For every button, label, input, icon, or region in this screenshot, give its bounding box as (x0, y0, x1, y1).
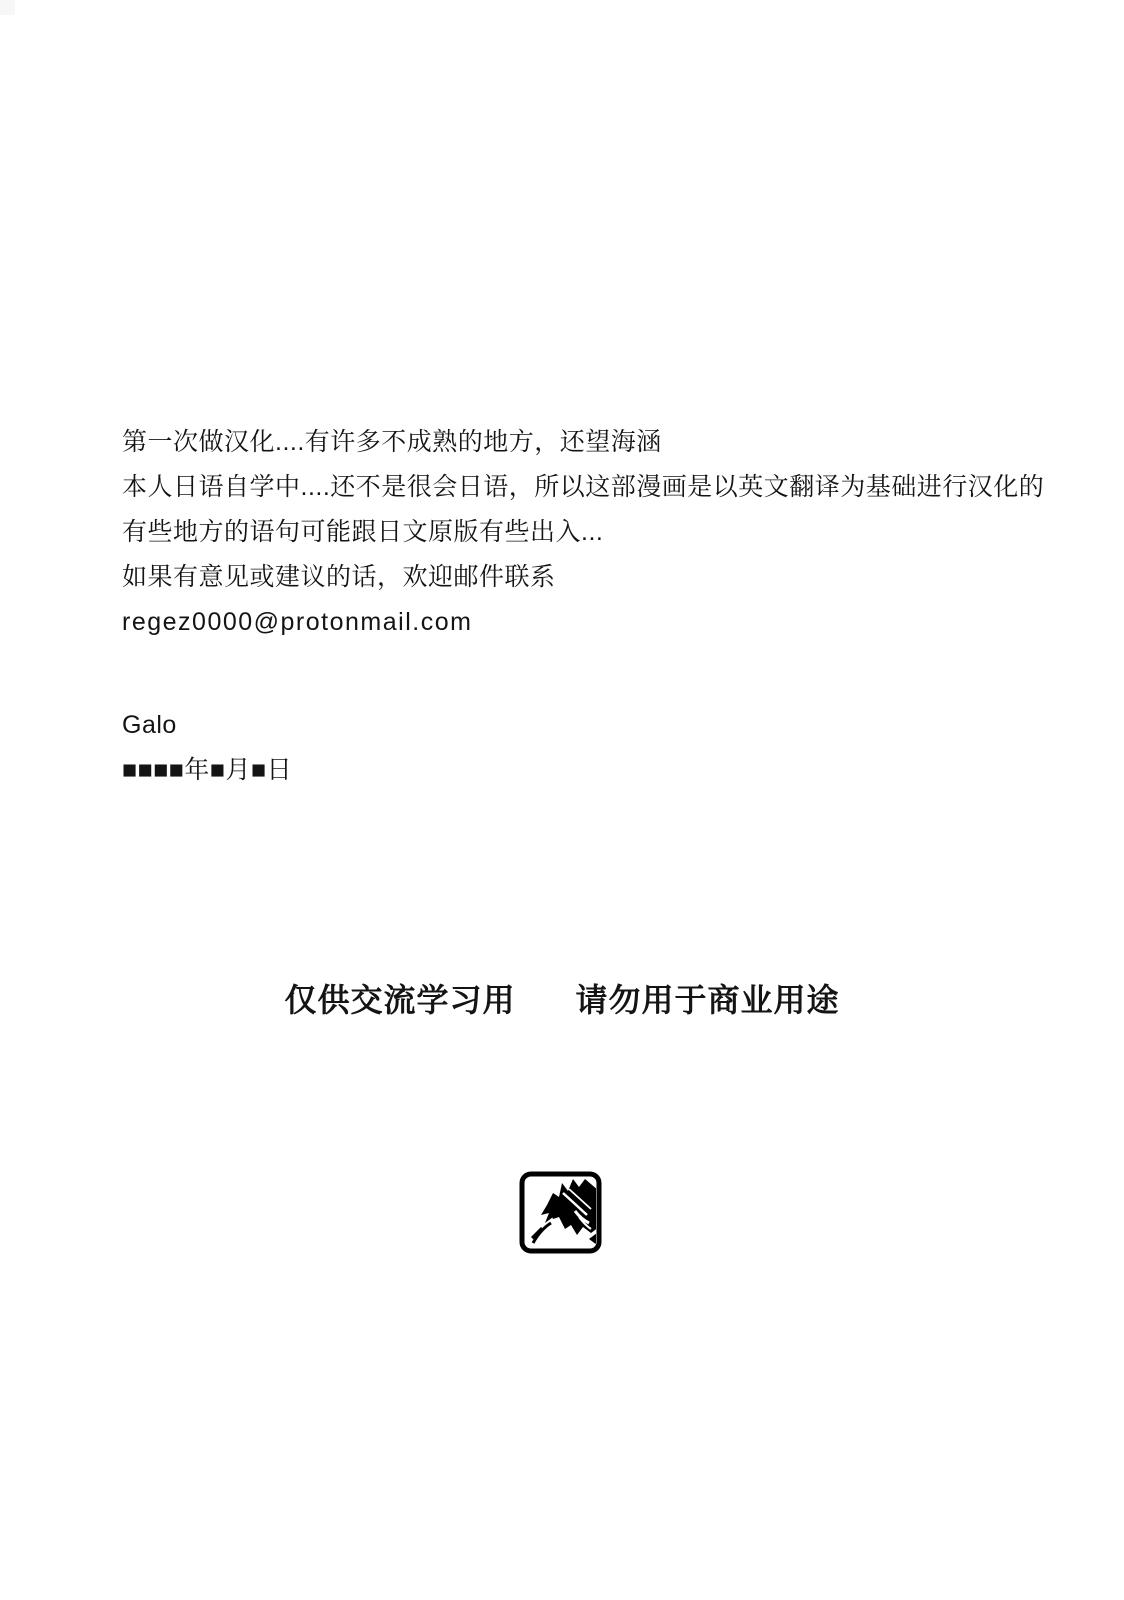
translator-note-line: 如果有意见或建议的话，欢迎邮件联系 (122, 563, 556, 591)
contact-email: regez0000@protonmail.com (122, 608, 473, 636)
disclaimer-right: 请勿用于商业用途 (575, 982, 840, 1018)
date-line: ■■■■年■月■日 (122, 756, 293, 784)
disclaimer-left: 仅供交流学习用 (284, 982, 516, 1018)
scan-artifact (0, 0, 15, 15)
signature: Galo (122, 711, 177, 739)
translator-note-block (122, 420, 1064, 793)
disclaimer (0, 975, 1124, 1021)
translator-note-line: 有些地方的语句可能跟日文原版有些出入... (122, 518, 604, 546)
artist-stamp-image (519, 1171, 602, 1254)
translator-note-line: 本人日语自学中....还不是很会日语，所以这部漫画是以英文翻译为基础进行汉化的 (122, 473, 1045, 501)
manga-face-icon (519, 1171, 602, 1254)
translator-note-line: 第一次做汉化....有许多不成熟的地方，还望海涵 (122, 428, 662, 456)
